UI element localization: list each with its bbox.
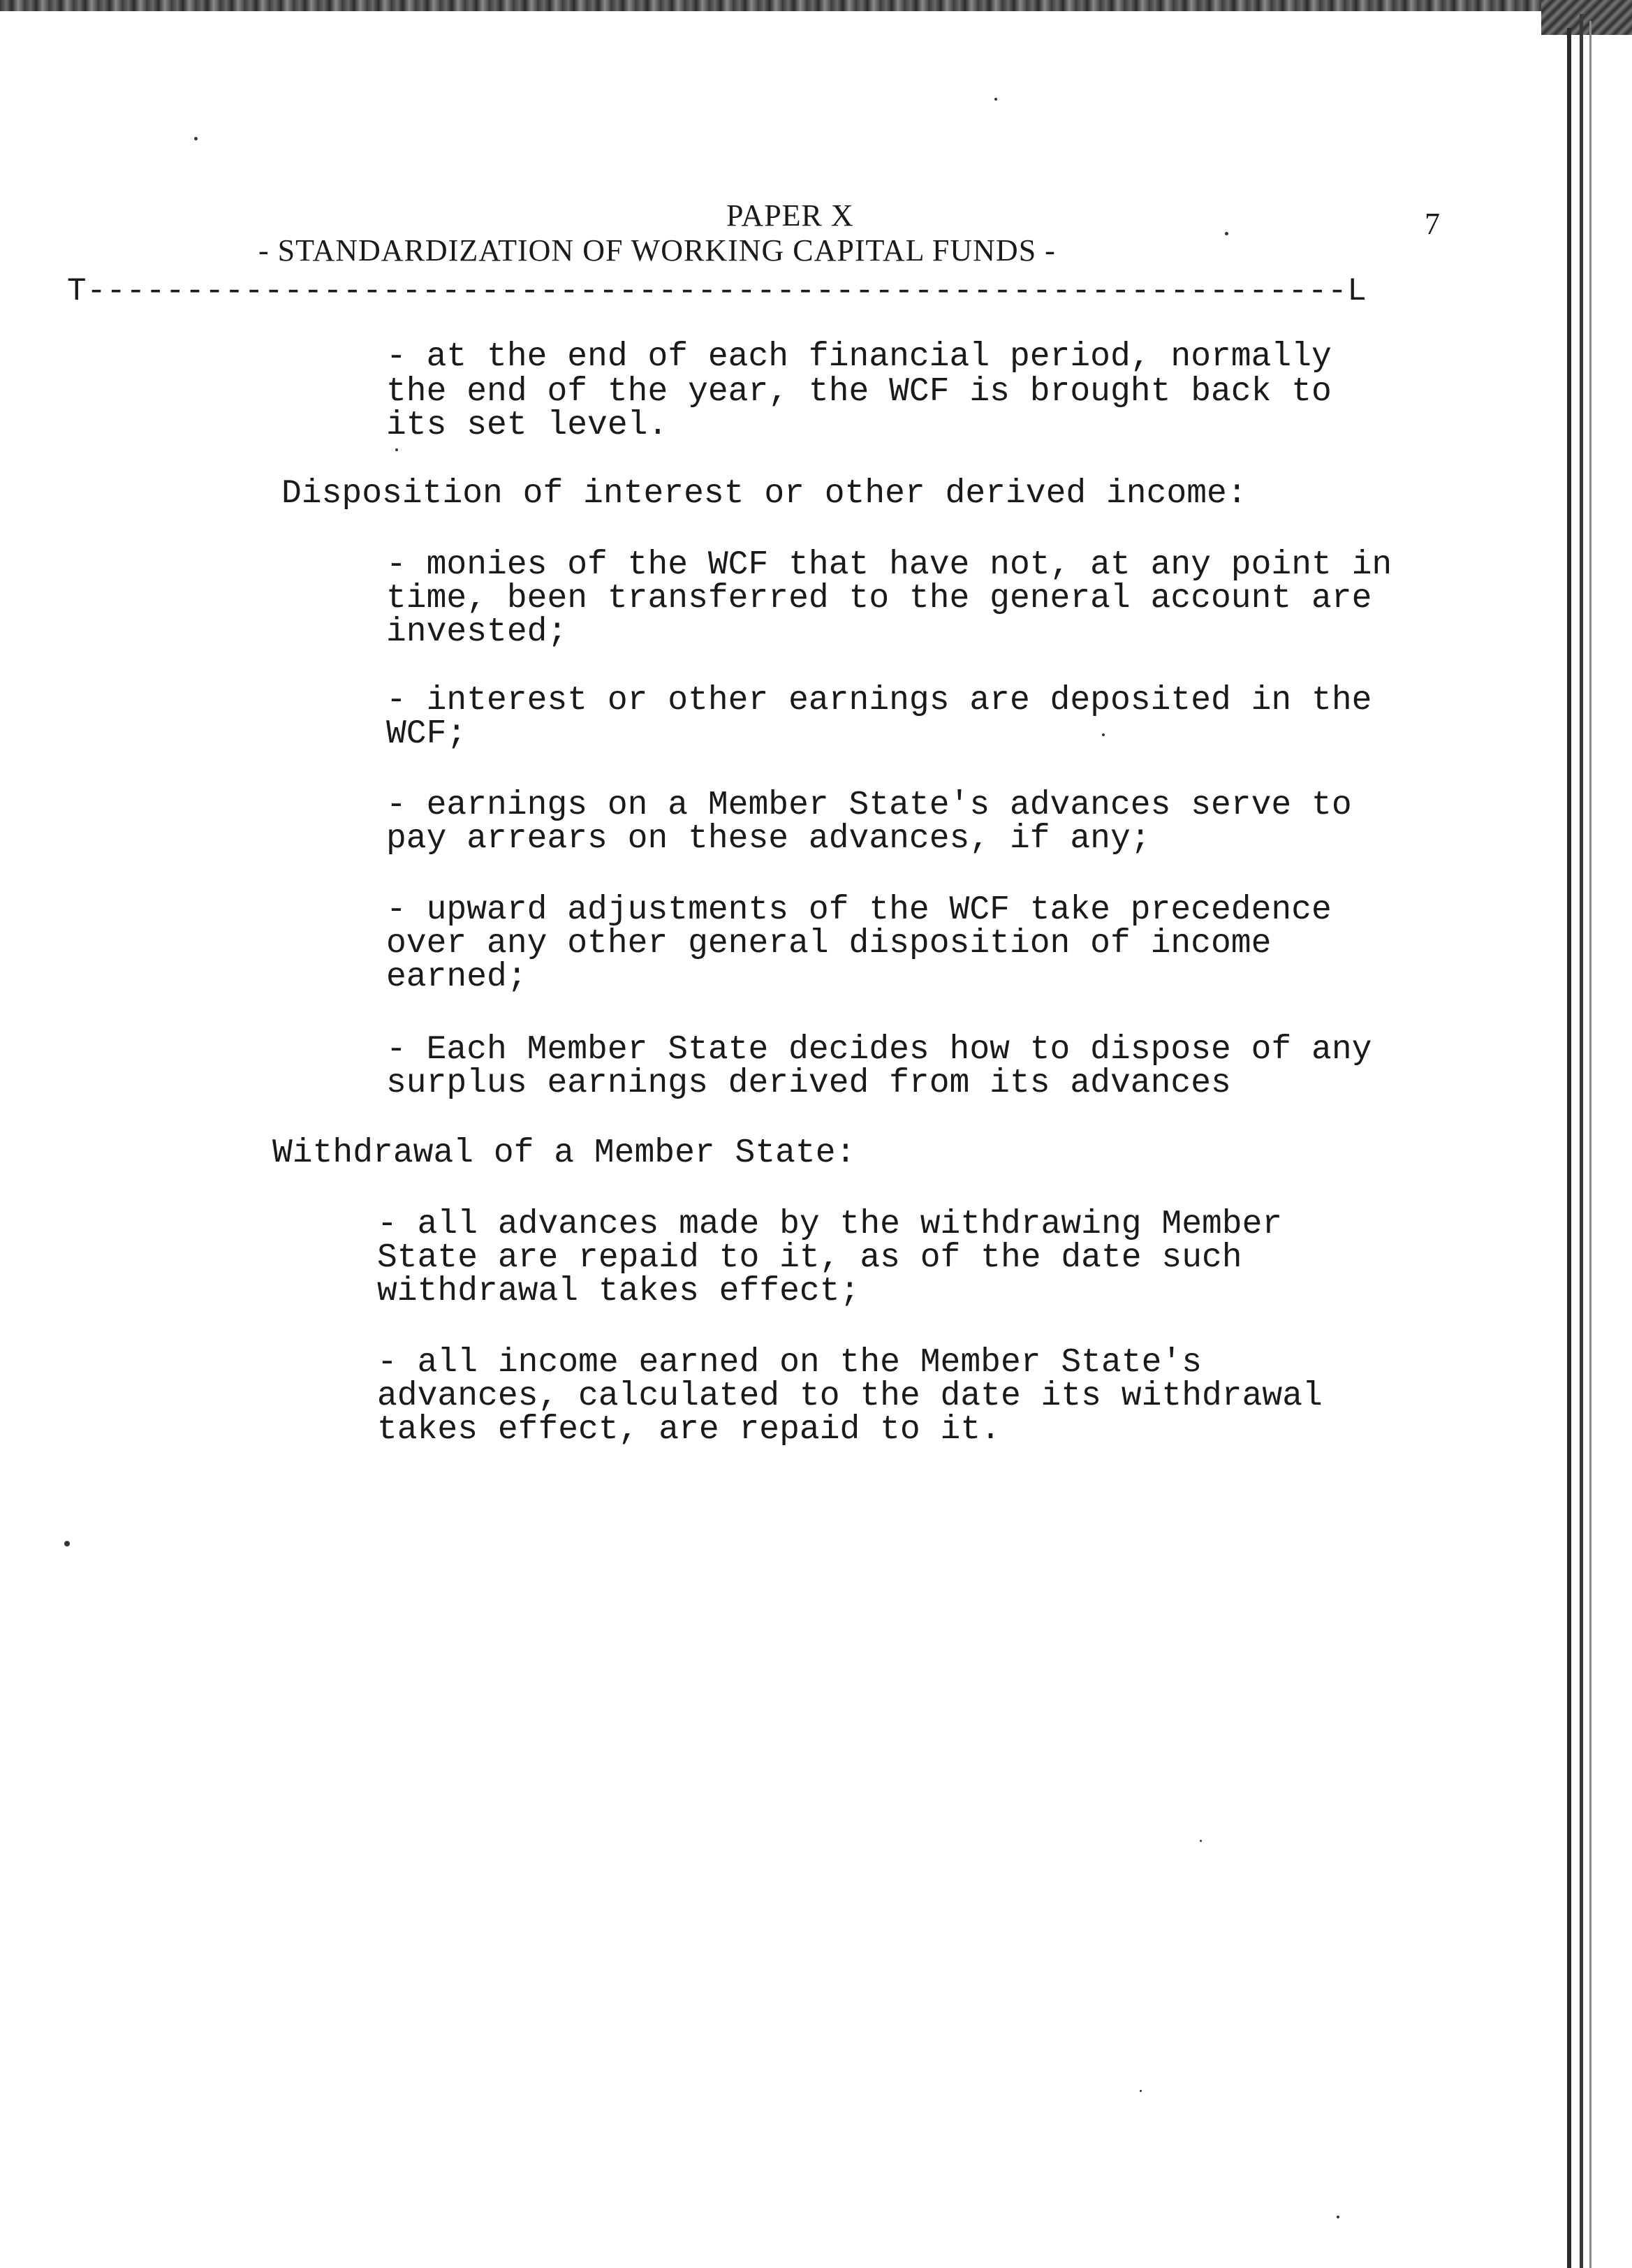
text-line: time, been transferred to the general account are (386, 580, 1372, 617)
page-edge-line (1580, 14, 1583, 2268)
scan-speck (1200, 1840, 1202, 1842)
scan-speck (1140, 2090, 1142, 2092)
page-edge-line (1589, 21, 1591, 2268)
text-line: withdrawal takes effect; (377, 1273, 860, 1310)
text-line: - monies of the WCF that have not, at any point in (386, 546, 1392, 584)
document-subtitle: - STANDARDIZATION OF WORKING CAPITAL FUNDS - (258, 233, 1056, 268)
scan-speck (64, 1541, 70, 1546)
page-number: 7 (1425, 207, 1441, 241)
text-line: invested; (386, 613, 568, 651)
text-line: pay arrears on these advances, if any; (386, 820, 1151, 858)
text-line: - all advances made by the withdrawing Member (377, 1206, 1283, 1243)
scan-speck (994, 98, 997, 101)
text-line: the end of the year, the WCF is brought back to (386, 373, 1332, 411)
text-line: - all income earned on the Member State's (377, 1344, 1202, 1382)
scan-speck (1225, 232, 1228, 235)
text-line: - upward adjustments of the WCF take precedence (386, 891, 1332, 929)
text-line: State are repaid to it, as of the date such (377, 1239, 1242, 1277)
text-line: advances, calculated to the date its withdrawal (377, 1377, 1323, 1415)
text-line: surplus earnings derived from its advances (386, 1065, 1231, 1102)
section-heading: Disposition of interest or other derived income: (281, 475, 1247, 513)
scan-border-top (0, 0, 1632, 11)
scan-corner-artifact (1541, 0, 1632, 35)
scan-speck (194, 137, 198, 140)
text-line: - Each Member State decides how to dispose of any (386, 1031, 1372, 1069)
text-line: over any other general disposition of income (386, 925, 1272, 963)
text-line: takes effect, are repaid to it. (377, 1411, 1001, 1449)
text-line: - earnings on a Member State's advances serve to (386, 787, 1352, 824)
scan-speck (1337, 2216, 1339, 2218)
text-line: - at the end of each financial period, normally (386, 338, 1332, 376)
header-rule: T----------------------------------------------------------------L (67, 273, 1367, 309)
scan-speck (395, 448, 398, 451)
section-heading: Withdrawal of a Member State: (272, 1134, 856, 1172)
text-line: - interest or other earnings are deposited in the (386, 682, 1372, 719)
text-line: its set level. (386, 407, 668, 444)
text-line: earned; (386, 958, 527, 996)
paper-title: PAPER X (726, 198, 854, 233)
page-edge-line (1567, 28, 1571, 2268)
scan-speck (1102, 733, 1105, 736)
text-line: WCF; (386, 715, 467, 753)
